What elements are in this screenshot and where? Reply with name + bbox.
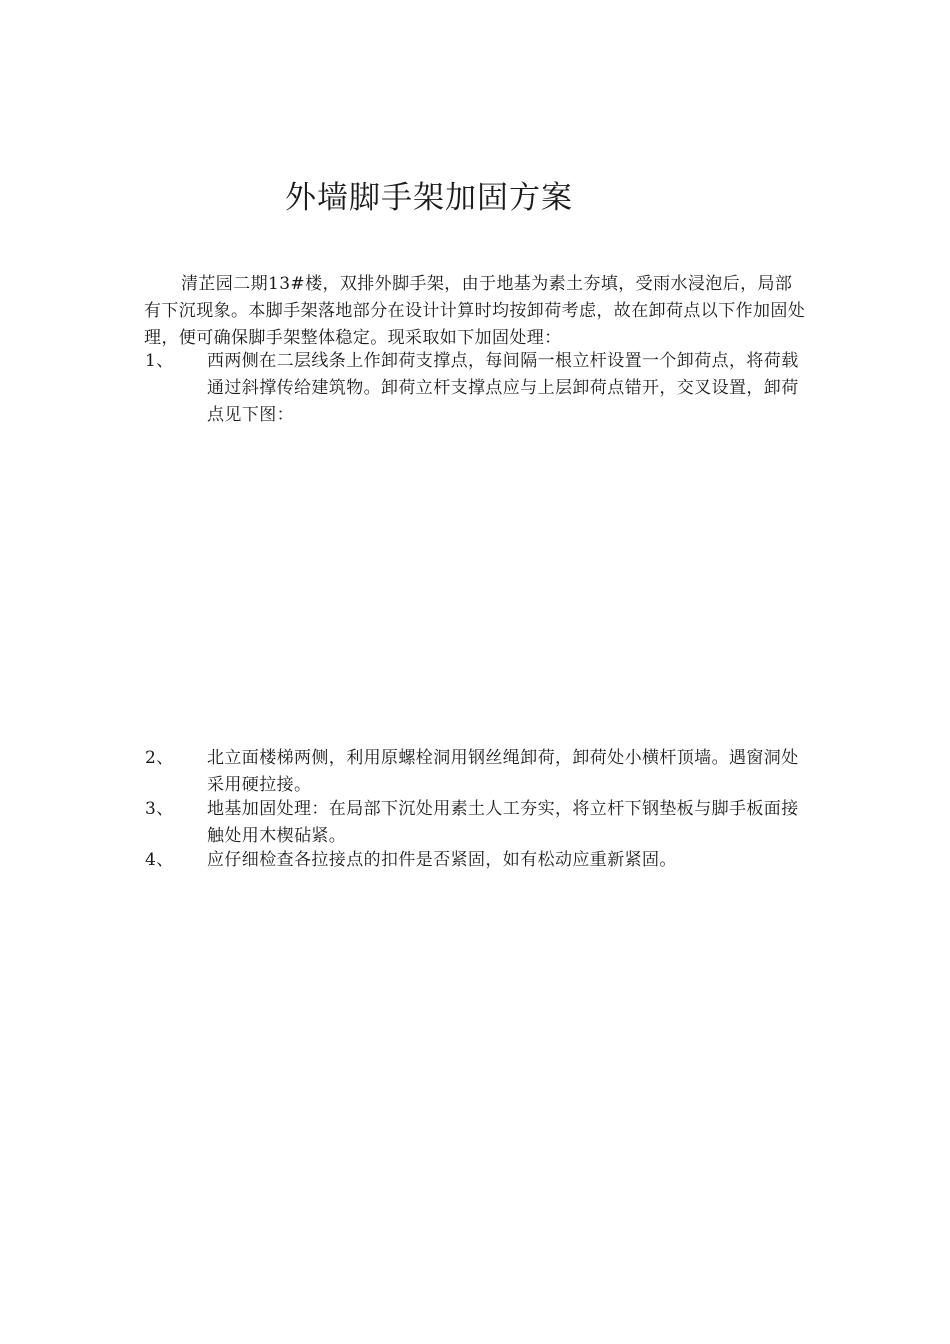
list-item-3 xyxy=(145,796,808,850)
document-title: 外墙脚手架加固方案 xyxy=(285,180,573,216)
list-item-4 xyxy=(145,847,808,874)
list-item-number: 2、 xyxy=(145,748,174,768)
figure-placeholder xyxy=(176,430,808,730)
list-item-text: 地基加固处理：在局部下沉处用素土人工夯实，将立杆下钢垫板与脚手板面接触处用木楔砧紧。 xyxy=(207,799,799,846)
list-item-text: 应仔细检查各拉接点的扣件是否紧固，如有松动应重新紧固。 xyxy=(207,850,677,870)
list-item-2 xyxy=(145,745,808,799)
list-item-number: 3、 xyxy=(145,799,174,819)
list-item-text: 西两侧在二层线条上作卸荷支撑点，每间隔一根立杆设置一个卸荷点，将荷载通过斜撑传给建筑物。卸荷立杆支撑点应与上层卸荷点错开，交叉设置，卸荷点见下图： xyxy=(207,351,799,425)
list-item-number: 1、 xyxy=(145,351,174,371)
list-item-number: 4、 xyxy=(145,850,174,870)
intro-paragraph: 清芷园二期13#楼，双排外脚手架，由于地基为素土夯填，受雨水浸泡后，局部有下沉现象。本脚手架落地部分在设计计算时均按卸荷考虑，故在卸荷点以下作加固处理，便可确保脚手架整体稳定。现采取如下加固处理： xyxy=(144,274,806,348)
list-item-text: 北立面楼梯两侧，利用原螺栓洞用钢丝绳卸荷，卸荷处小横杆顶墙。遇窗洞处采用硬拉接。 xyxy=(207,748,799,795)
list-item-1 xyxy=(145,348,808,429)
